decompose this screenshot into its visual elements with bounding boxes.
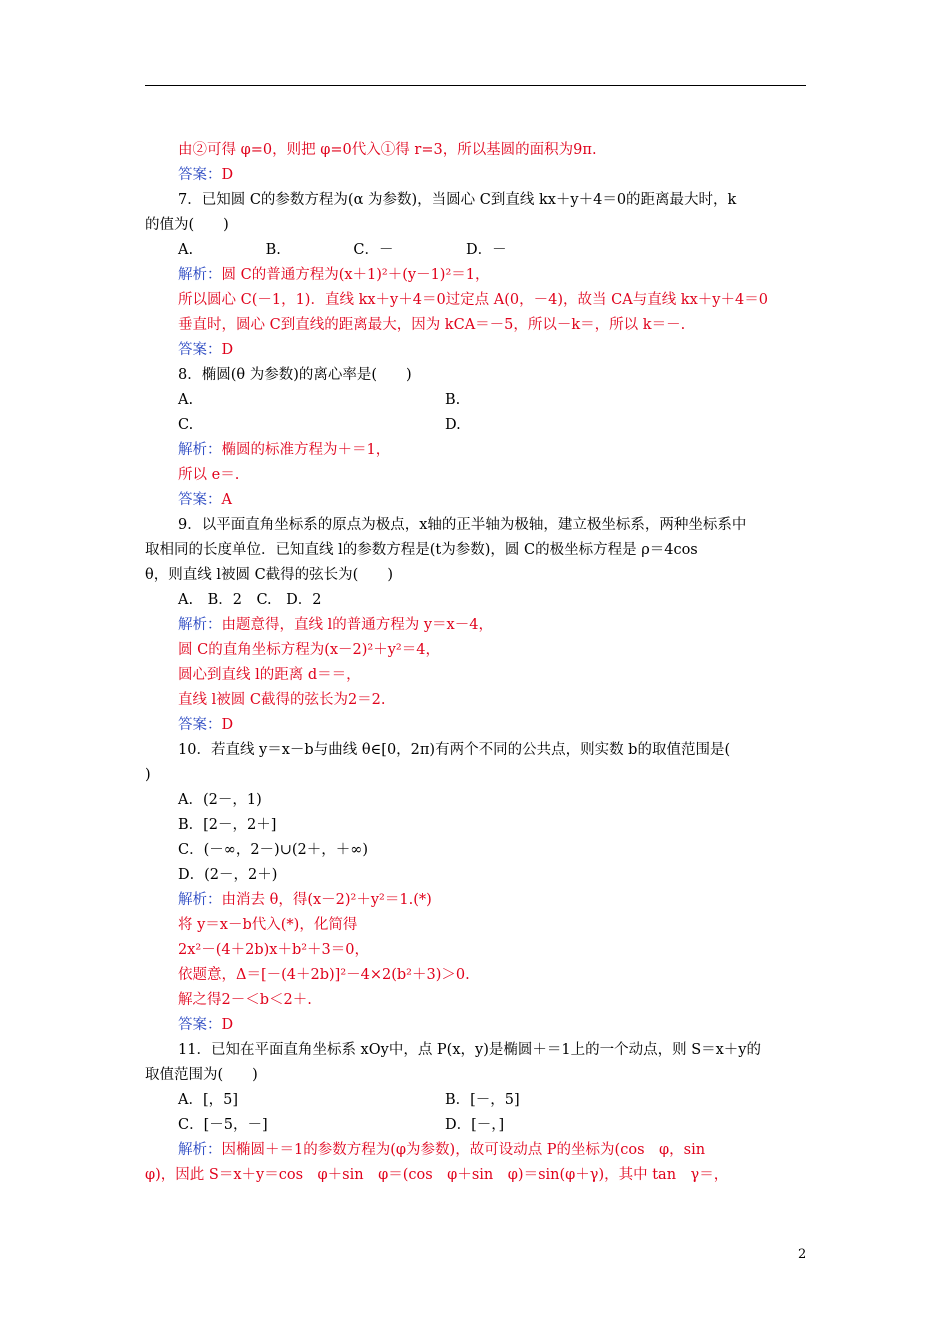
- text-span: A. B. C．－ D．－: [178, 242, 507, 258]
- text-line: [178, 440, 390, 460]
- text-span: D: [221, 342, 234, 358]
- text-line: [178, 665, 361, 685]
- text-line: [145, 215, 229, 235]
- text-span: D.: [445, 417, 461, 433]
- text-line: [178, 965, 470, 985]
- text-span: 取值范围为( ): [145, 1067, 258, 1083]
- text-span: D．[－，]: [445, 1117, 505, 1133]
- text-span: 圆心到直线 l的距离 d＝＝，: [178, 667, 361, 683]
- text-line: [178, 615, 493, 635]
- text-span: φ)，因此 S＝x＋y＝cos φ＋sin φ＝(cos φ＋sin φ)＝sin(φ＋γ)，其中 tan γ＝，: [145, 1167, 729, 1183]
- text-line: [145, 765, 151, 785]
- text-line: [145, 1165, 728, 1185]
- text-line: [178, 290, 768, 310]
- text-span: B．[2－，2＋]: [178, 817, 277, 833]
- text-line: [445, 390, 460, 410]
- text-span: D: [221, 717, 234, 733]
- text-span: 将 y＝x－b代入(*)，化简得: [178, 917, 358, 933]
- text-span: B．[－，5]: [445, 1092, 520, 1108]
- text-span: A．(2－，1): [178, 792, 262, 808]
- text-line: [178, 815, 276, 835]
- text-span: 直线 l被圆 C截得的弦长为2＝2.: [178, 692, 386, 708]
- text-line: [178, 690, 386, 710]
- text-span: 圆 C的普通方程为(x＋1)²＋(y－1)²＝1，: [221, 267, 490, 283]
- text-line: [445, 415, 461, 435]
- answer-label: 解析：: [178, 442, 222, 458]
- text-span: A: [221, 492, 232, 508]
- answer-label: 解析：: [178, 892, 222, 908]
- text-line: [178, 640, 440, 660]
- text-span: 依题意，Δ＝[－(4＋2b)]²－4×2(b²＋3)＞0.: [178, 967, 470, 983]
- text-span: 2x²－(4＋2b)x＋b²＋3＝0，: [178, 942, 369, 958]
- text-span: 椭圆的标准方程为＋＝1，: [221, 442, 391, 458]
- text-line: [178, 415, 193, 435]
- text-line: [178, 940, 369, 960]
- page-number: 2: [798, 1247, 807, 1262]
- text-span: C.: [178, 417, 194, 433]
- text-line: [178, 315, 685, 335]
- text-line: [178, 1040, 761, 1060]
- text-span: 由②可得 φ=0，则把 φ=0代入①得 r=3，所以基圆的面积为9π.: [178, 142, 597, 158]
- text-span: D．(2－，2＋): [178, 867, 278, 883]
- text-line: [178, 190, 736, 210]
- text-line: [178, 740, 730, 760]
- answer-label: 答案：: [178, 717, 222, 733]
- text-span: A．[，5]: [178, 1092, 239, 1108]
- text-line: [178, 490, 232, 510]
- text-line: [178, 390, 193, 410]
- text-span: 9．以平面直角坐标系的原点为极点，x轴的正半轴为极轴，建立极坐标系，两种坐标系中: [178, 517, 747, 533]
- text-span: C．(－∞，2－)∪(2＋，＋∞): [178, 842, 368, 858]
- text-line: [178, 1090, 238, 1110]
- text-line: [178, 715, 233, 735]
- text-span: 取相同的长度单位．已知直线 l的参数方程是(t为参数)，圆 C的极坐标方程是 ρ＝4cos: [145, 542, 698, 558]
- text-line: [178, 1115, 268, 1135]
- text-line: [445, 1115, 504, 1135]
- answer-label: 解析：: [178, 1142, 222, 1158]
- text-line: [178, 515, 746, 535]
- text-span: D: [221, 1017, 234, 1033]
- answer-label: 解析：: [178, 267, 222, 283]
- text-line: [145, 540, 698, 560]
- text-line: [178, 790, 262, 810]
- text-line: [178, 865, 277, 885]
- text-span: 11．已知在平面直角坐标系 xOy中，点 P(x，y)是椭圆＋＝1上的一个动点，则 S＝x＋y的: [178, 1042, 761, 1058]
- text-span: C．[－5，－]: [178, 1117, 268, 1133]
- text-line: [178, 465, 239, 485]
- text-line: [178, 265, 490, 285]
- text-span: 所以 e＝.: [178, 467, 240, 483]
- text-span: 所以圆心 C(－1，1)．直线 kx＋y＋4＝0过定点 A(0，－4)，故当 CA与直线 kx＋y＋4＝0: [178, 292, 768, 308]
- text-line: [178, 165, 233, 185]
- text-span: 因椭圆＋＝1的参数方程为(φ为参数)，故可设动点 P的坐标为(cos φ，sin: [221, 1142, 706, 1158]
- text-span: A. B．2 C. D．2: [178, 592, 322, 608]
- text-line: [178, 1015, 233, 1035]
- text-line: [178, 365, 412, 385]
- text-line: [145, 1065, 258, 1085]
- text-line: [445, 1090, 520, 1110]
- answer-label: 答案：: [178, 342, 222, 358]
- text-line: [178, 240, 507, 260]
- text-span: 解之得2－＜b＜2＋.: [178, 992, 312, 1008]
- header-rule: [145, 85, 806, 86]
- text-span: ): [145, 767, 151, 783]
- text-line: [178, 1140, 705, 1160]
- text-span: 10．若直线 y＝x－b与曲线 θ∈[0，2π)有两个不同的公共点，则实数 b的取值范围是(: [178, 742, 731, 758]
- text-span: 8．椭圆(θ 为参数)的离心率是( ): [178, 367, 412, 383]
- text-line: [178, 840, 368, 860]
- text-line: [178, 590, 322, 610]
- text-span: B.: [445, 392, 461, 408]
- answer-label: 解析：: [178, 617, 222, 633]
- text-line: [145, 565, 393, 585]
- text-span: 由题意得，直线 l的普通方程为 y＝x－4，: [221, 617, 493, 633]
- text-line: [178, 890, 432, 910]
- text-line: [178, 990, 312, 1010]
- text-line: [178, 140, 597, 160]
- text-span: θ，则直线 l被圆 C截得的弦长为( ): [145, 567, 393, 583]
- answer-label: 答案：: [178, 167, 222, 183]
- answer-label: 答案：: [178, 492, 222, 508]
- text-span: 垂直时，圆心 C到直线的距离最大，因为 kCA＝－5，所以－k＝，所以 k＝－.: [178, 317, 686, 333]
- text-span: 7．已知圆 C的参数方程为(α 为参数)，当圆心 C到直线 kx＋y＋4＝0的距离最大时，k: [178, 192, 737, 208]
- text-span: A.: [178, 392, 194, 408]
- text-span: 圆 C的直角坐标方程为(x－2)²＋y²＝4，: [178, 642, 440, 658]
- answer-label: 答案：: [178, 1017, 222, 1033]
- text-span: 由消去 θ，得(x－2)²＋y²＝1.(*): [221, 892, 432, 908]
- text-span: D: [221, 167, 234, 183]
- text-span: 的值为( ): [145, 217, 229, 233]
- text-line: [178, 340, 233, 360]
- text-line: [178, 915, 357, 935]
